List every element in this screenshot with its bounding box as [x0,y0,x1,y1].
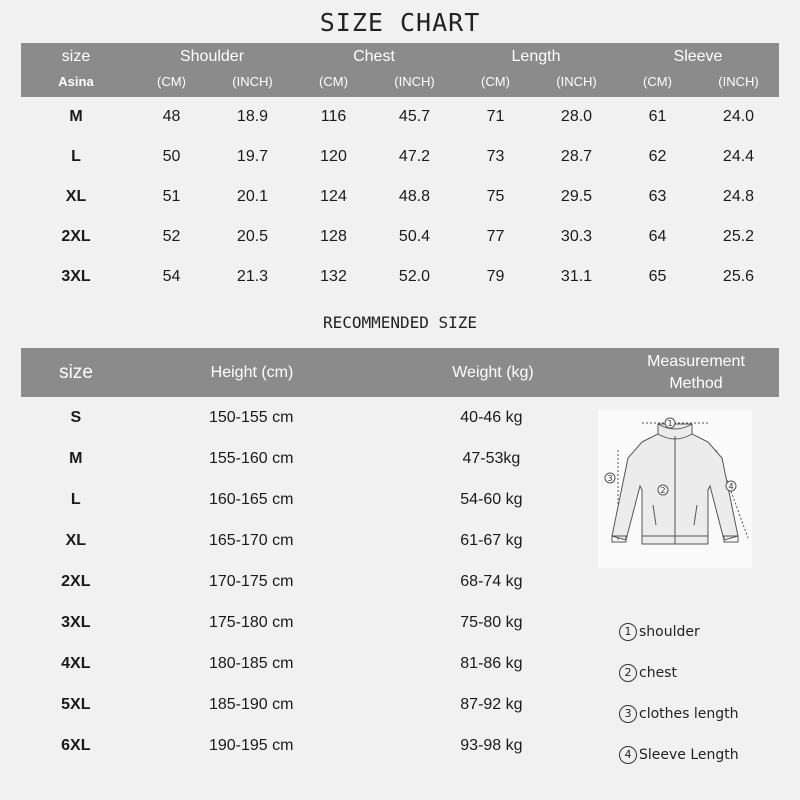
rec-header-method-line1: Measurement [647,352,745,370]
size-chart-header [21,43,779,97]
recommended-body [21,397,611,766]
rec-weight: 81-86 kg [460,654,523,672]
rec-size: 5XL [61,695,91,713]
table-row [21,97,779,137]
rec-header-method-line2: Method [669,374,723,392]
legend-number: 1 [619,623,637,641]
table-row [21,217,779,257]
cell: 31.1 [560,268,593,285]
cell: 25.6 [722,268,755,285]
cell: 124 [320,188,347,205]
cell: 28.0 [560,108,593,125]
cell: 50.4 [398,228,431,245]
header-unit: (INCH) [556,74,597,89]
cell: 128 [320,228,347,245]
table-row [21,520,611,561]
cell: 24.8 [722,188,755,205]
cell: 48 [162,108,181,125]
row-size: XL [65,188,87,205]
rec-height: 165-170 cm [208,531,294,549]
header-unit: (CM) [157,74,186,89]
list-item [619,611,789,652]
row-size: L [71,148,81,165]
cell: 20.5 [236,228,269,245]
rec-height: 175-180 cm [208,613,294,631]
header-region-label: Asina [58,74,94,89]
rec-size: 6XL [61,736,91,754]
rec-weight: 47-53kg [462,449,521,467]
header-shoulder: Shoulder [179,48,245,65]
rec-header-height: Height (cm) [210,363,294,381]
header-unit: (INCH) [718,74,759,89]
header-sleeve: Sleeve [673,48,723,65]
rec-weight: 61-67 kg [460,531,523,549]
cell: 120 [320,148,347,165]
legend-label: chest [639,664,677,681]
rec-size: 2XL [61,572,91,590]
marker-1: 1 [667,419,673,428]
cell: 48.8 [398,188,431,205]
cell: 61 [648,108,667,125]
cell: 19.7 [236,148,269,165]
cell: 50 [162,148,181,165]
cell: 51 [162,188,181,205]
cell: 65 [648,268,667,285]
size-chart-body [21,97,779,297]
rec-header-method [613,351,779,395]
list-item [619,652,789,693]
rec-height: 155-160 cm [208,449,294,467]
header-unit: (CM) [643,74,672,89]
rec-weight: 75-80 kg [460,613,523,631]
table-row [21,479,611,520]
cell: 63 [648,188,667,205]
cell: 77 [486,228,505,245]
rec-header-size: size [59,361,93,383]
cell: 73 [486,148,505,165]
table-row [21,137,779,177]
cell: 52 [162,228,181,245]
cell: 54 [162,268,181,285]
header-unit: (INCH) [232,74,273,89]
row-size: M [69,108,83,125]
rec-size: XL [65,531,87,549]
rec-size: M [69,449,83,467]
cell: 18.9 [236,108,269,125]
cell: 20.1 [236,188,269,205]
table-row [21,177,779,217]
cell: 29.5 [560,188,593,205]
cell: 62 [648,148,667,165]
row-size: 2XL [61,228,91,245]
cell: 71 [486,108,505,125]
rec-size: S [70,408,82,426]
rec-header-weight: Weight (kg) [452,363,534,381]
cell: 25.2 [722,228,755,245]
cell: 30.3 [560,228,593,245]
cell: 75 [486,188,505,205]
rec-height: 190-195 cm [208,736,294,754]
cell: 24.4 [722,148,755,165]
table-row [21,257,779,297]
size-chart-title: SIZE CHART [319,8,481,37]
marker-4: 4 [728,482,734,491]
measurement-legend [619,611,789,775]
legend-number: 3 [619,705,637,723]
cell: 47.2 [398,148,431,165]
legend-label: Sleeve Length [639,746,739,763]
cell: 116 [320,108,347,125]
rec-height: 160-165 cm [208,490,294,508]
marker-2: 2 [660,486,666,495]
cell: 45.7 [398,108,431,125]
rec-weight: 54-60 kg [460,490,523,508]
cell: 64 [648,228,667,245]
cell: 79 [486,268,505,285]
list-item [619,734,789,775]
rec-height: 180-185 cm [208,654,294,672]
header-length: Length [511,48,561,65]
cell: 24.0 [722,108,755,125]
legend-label: clothes length [639,705,739,722]
recommended-header [21,348,779,397]
rec-size: 4XL [61,654,91,672]
header-size-label: size [61,48,91,65]
rec-size: L [70,490,81,508]
rec-weight: 87-92 kg [460,695,523,713]
header-unit: (CM) [481,74,510,89]
row-size: 3XL [61,268,91,285]
header-unit: (INCH) [394,74,435,89]
table-row [21,438,611,479]
rec-height: 150-155 cm [208,408,294,426]
table-row [21,397,611,438]
marker-3: 3 [607,474,613,483]
rec-size: 3XL [61,613,91,631]
table-row [21,643,611,684]
rec-weight: 40-46 kg [460,408,523,426]
rec-height: 170-175 cm [208,572,294,590]
table-row [21,684,611,725]
table-row [21,725,611,766]
list-item [619,693,789,734]
header-unit: (CM) [319,74,348,89]
recommended-size-title: RECOMMENDED SIZE [322,313,478,332]
cell: 132 [320,268,347,285]
legend-number: 2 [619,664,637,682]
header-chest: Chest [353,48,395,65]
table-row [21,561,611,602]
legend-label: shoulder [639,623,700,640]
cell: 21.3 [236,268,269,285]
cell: 52.0 [398,268,431,285]
legend-number: 4 [619,746,637,764]
rec-weight: 93-98 kg [460,736,523,754]
cell: 28.7 [560,148,593,165]
table-row [21,602,611,643]
jacket-measurement-icon [598,410,752,568]
rec-weight: 68-74 kg [460,572,523,590]
rec-height: 185-190 cm [208,695,294,713]
